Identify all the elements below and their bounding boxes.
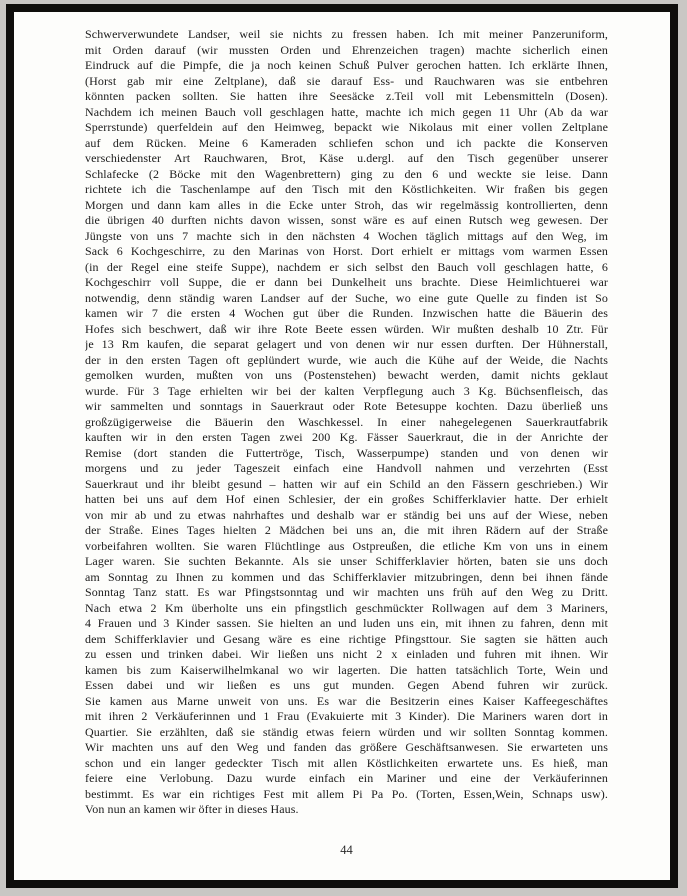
text-line: von mir ab und zu etwas nahrhaftes und deshalb war er ständig bei uns auf der Wiese, neben <box>85 507 608 522</box>
text-line: mit Orden darauf (wir mussten Orden und Ehrenzeichen tragen) machte sicherlich einen <box>85 42 608 57</box>
body-text <box>85 27 608 818</box>
text-line: Kochgeschirr voll Suppe, die er dann bei Dunkelheit uns brachte. Diese Heimlichtuerei war <box>85 275 608 289</box>
text-line: Sonntag Tanz statt. Es war Pfingstsonntag und wir machten uns früh auf den Weg zu Dritt. <box>85 585 608 599</box>
text-line: auf dem Rücken. Meine 6 Kameraden schliefen schon und ich packte die Konserven <box>85 135 608 150</box>
text-line: die übrigen 40 durften nichts davon wissen, sonst wäre es auf einen Rutsch weg gewesen. Der <box>85 213 608 227</box>
text-line: Wir machten uns auf den Weg und fanden das größere Geschäftsanwesen. Sie erwarteten uns <box>85 740 608 754</box>
text-line: zu essen und trinken dabei. Wir ließen uns nicht 2 x einladen und fuhren mit ihnen. Wir <box>85 647 608 661</box>
text-line: Schlafecke (2 Böcke mit den Wagenbrettern) ging zu den 6 und weckte sie leise. Dann <box>85 166 608 181</box>
text-line: kamen wir 7 die ersten 4 Wochen gut über die Runden. Inzwischen hatte die Bäuerin des <box>85 306 608 320</box>
text-line: Morgen und dann kam alles in die Ecke unter Stroh, das wir regelmässig kontrollierten, denn <box>85 197 608 212</box>
text-line: Sie kamen aus Marne unweit von uns. Es war die Besitzerin eines Kaiser Kaffeegeschäftes <box>85 693 608 708</box>
text-line: Sauerkraut und ihr bleibt gesund – hatten wir auf ein Schild an den Fässern geschrieben.) Wir <box>85 476 608 491</box>
text-line: Jüngste von uns 7 machte sich in den nächsten 4 Wochen täglich mittags auf den Weg, im <box>85 228 608 243</box>
text-line: bestimmt. Es war ein richtiges Fest mit allem Pi Pa Po. (Torten, Essen,Wein, Schnaps usw). <box>85 786 608 801</box>
text-line: Lager waren. Sie suchten Bekannte. Als sie unser Schifferklavier hörten, baten sie uns doch <box>85 554 608 568</box>
page-number: 44 <box>340 843 353 857</box>
text-line: Nachdem ich meinen Bauch voll geschlagen hatte, machte ich mich gegen 11 Uhr (Ab da war <box>85 104 608 119</box>
text-line: richtete ich die Taschenlampe auf den Tisch mit den Köstlichkeiten. Wir fraßen bis gegen <box>85 182 608 196</box>
text-line: feiere eine Verlobung. Dazu wurde einfach ein Mariner und eine der Verkäuferinnen <box>85 771 608 785</box>
text-line: mit ihren 2 Verkäuferinnen und 1 Frau (Evakuierte mit 3 Kinder). Die Mariners waren dort in <box>85 709 608 723</box>
text-line: Sperrstunde) querfeldein auf den Heimweg, bepackt wie Nikolaus mit einer vollen Zeltplane <box>85 120 608 134</box>
text-line: dem Schifferklavier und Gesang wäre es eine richtige Pfingsttour. Sie sagten sie hätten auch <box>85 631 608 646</box>
text-line: 4 Frauen und 3 Kinder sassen. Sie hielten an und luden uns ein, mit ihnen zu fahren, denn mit <box>85 616 608 630</box>
text-line: wir sammelten und sonntags in Sauerkraut oder Rote Betesuppe kochten. Dazu überließ uns <box>85 399 608 413</box>
text-line: wurde. Für 3 Tage erhielten wir bei der kalten Verpflegung auch 3 Kg. Büchsenfleisch, das <box>85 383 608 398</box>
text-line: vorbeifahren wollten. Sie waren Flüchtlinge aus Ostpreußen, die etliche Km von uns in einem <box>85 538 608 553</box>
text-line: notwendig, denn ständig waren Landser auf der Suche, wo eine gute Quelle zu finden ist So <box>85 290 608 305</box>
text-line: gemolken wurden, mußten von uns (Postenstehen) bewacht werden, damit nichts geklaut <box>85 368 608 382</box>
text-line: Quartier. Sie erzählten, daß sie ständig etwas feiern würden und wir sollten Sonntag kommen. <box>85 724 608 739</box>
text-line: könnten packen sollten. Sie hatten ihre Seesäcke z.Teil voll mit Lebensmitteln (Dosen). <box>85 89 608 103</box>
text-line: Nach etwa 2 Km überholte uns ein pfingstlich geschmückter Rollwagen auf dem 3 Mariners, <box>85 600 608 615</box>
text-line: hatten bei uns auf dem Hof einen Schlesier, der ein großes Schifferklavier hatte. Der erhielt <box>85 492 608 506</box>
text-line: der in den ersten Tagen oft geplündert wurde, wie auch die Kühe auf der Weide, die Nachts <box>85 352 608 367</box>
text-line: am Sonntag zu Ihnen zu kommen und das Schifferklavier mitzubringen, denn bei ihnen fände <box>85 569 608 584</box>
text-line: Remise (dort standen die Futtertröge, Tisch, Wasserpumpe) standen und von denen wir <box>85 445 608 460</box>
text-line: Sack 6 Kochgeschirre, zu den Marinas von Horst. Dort erhielt er mittags vom warmen Essen <box>85 244 608 258</box>
text-line: schon und ein langer gedeckter Tisch mit allen Köstlichkeiten erwartete uns. Es hieß, man <box>85 755 608 770</box>
text-line: (in der Regel eine steife Suppe), nachdem er sich selbst den Bauch voll geschlagen hatte, 6 <box>85 259 608 274</box>
text-line: Hofes sich beschwert, daß wir ihre Rote Beete essen würden. Wir mußten deshalb 10 Ztr. Für <box>85 321 608 336</box>
text-line: der Straße. Eines Tages hielten 2 Mädchen bei uns an, die mit ihren Rädern auf der Straße <box>85 523 608 537</box>
text-line: je 13 Rm kaufen, die separat gelagert und von denen wir nur essen durften. Der Hühnerstall, <box>85 337 608 351</box>
text-line: verschiedenster Art Rauchwaren, Brot, Käse u.dergl. auf den Tisch gegenüber unserer <box>85 151 608 165</box>
text-line: Von nun an kamen wir öfter in dieses Haus. <box>85 802 299 816</box>
text-line: Eindruck auf die Pimpfe, die ja noch keinen Schuß Pulver gerochen hatten. Ich erklärte Ihnen, <box>85 58 608 72</box>
page-frame <box>6 4 678 888</box>
text-line: Essen dabei und wir ließen es uns gut munden. Gegen Abend fuhren wir zurück. <box>85 678 608 692</box>
text-line: morgens und zu jeder Tageszeit einfach eine Handvoll nahmen und verzehrten (Esst <box>85 461 608 475</box>
text-line: kauften wir in den ersten Tagen zwei 200 Kg. Fässer Sauerkraut, die in der Anrichte der <box>85 430 608 444</box>
text-line: Schwerverwundete Landser, weil sie nichts zu fressen haben. Ich mit meiner Panzeruniform, <box>85 27 608 41</box>
text-line: kamen bis zum Kaiserwilhelmkanal wo wir lagerten. Die hatten tatsächlich Torte, Wein und <box>85 662 608 677</box>
text-line: großzügigerweise die Bäuerin den Waschkessel. In einer nahegelegenen Sauerkrautfabrik <box>85 414 608 429</box>
text-line: (Horst gab mir eine Zeltplane), daß sie darauf Ess- und Rauchwaren was sie entbehren <box>85 73 608 88</box>
